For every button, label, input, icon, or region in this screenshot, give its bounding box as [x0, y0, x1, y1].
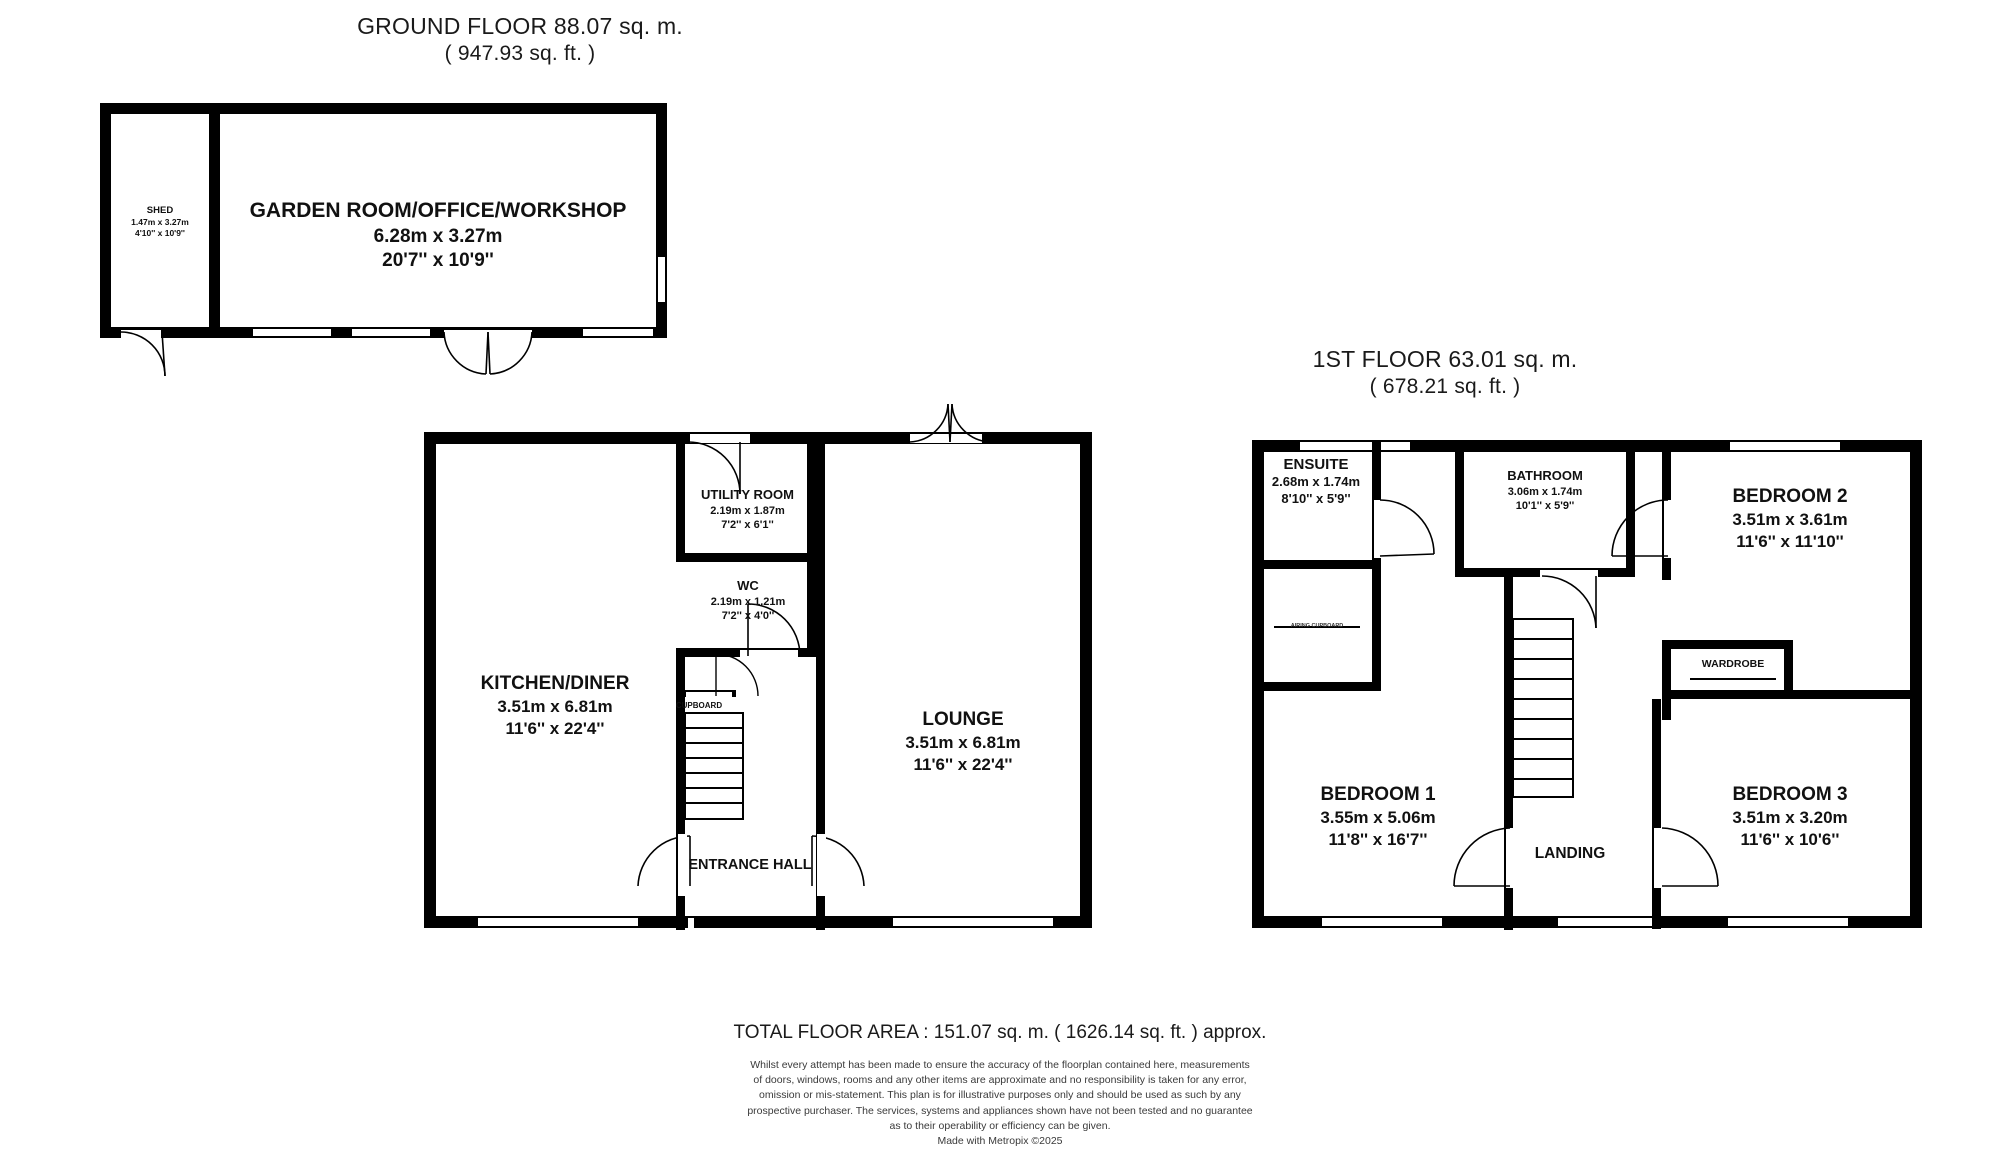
ff-landing-wall-right [1652, 699, 1661, 929]
bedroom2-name: BEDROOM 2 [1732, 486, 1848, 507]
bedroom3-dim-ft: 11'6'' x 10'6'' [1740, 830, 1840, 850]
label-wardrobe: WARDROBE [1701, 658, 1765, 670]
gf-window-lounge [893, 916, 1053, 928]
ground-floor-title-main: GROUND FLOOR 88.07 sq. m. [357, 13, 683, 39]
ff-window-bottom-3 [1728, 916, 1848, 928]
bedroom3-name: BEDROOM 3 [1732, 784, 1848, 805]
ensuite-dim-ft: 8'10'' x 5'9'' [1281, 490, 1351, 506]
utility-dim-ft: 7'2'' x 6'1'' [721, 518, 774, 531]
first-floor-title-main: 1ST FLOOR 63.01 sq. m. [1312, 346, 1578, 372]
room-label-bedroom-2 [1680, 485, 1900, 553]
gf-cupboard-door-arc [712, 650, 764, 698]
shed-door-arc [118, 332, 178, 392]
wc-dim-ft: 7'2'' x 4'0'' [721, 609, 775, 622]
ensuite-dim-m: 2.68m x 1.74m [1271, 474, 1361, 490]
bedroom1-name: BEDROOM 1 [1320, 784, 1436, 805]
garden-room-dim-m: 6.28m x 3.27m [373, 225, 503, 247]
garden-room-window-1 [253, 327, 331, 338]
utility-dim-m: 2.19m x 1.87m [710, 504, 785, 517]
wc-dim-m: 2.19m x 1.21m [710, 595, 786, 608]
ff-window-bottom-2 [1558, 916, 1658, 928]
disclaimer-line-3: omission or mis-statement. This plan is for illustrative purposes only and should be used as such by any [759, 1089, 1241, 1102]
room-label-bathroom [1452, 468, 1638, 513]
disclaimer-line-2: of doors, windows, rooms and any other items are approximate and no responsibility is taken for any error, [753, 1074, 1247, 1087]
disclaimer-line-6: Made with Metropix ©2025 [937, 1135, 1063, 1148]
wc-name: WC [737, 578, 759, 593]
ff-staircase [1512, 618, 1574, 798]
bathroom-dim-m: 3.06m x 1.74m [1507, 485, 1583, 498]
room-label-wc [668, 578, 828, 623]
outbuilding-wall-top [100, 103, 667, 114]
bathroom-name: BATHROOM [1507, 468, 1583, 483]
shed-dim-ft: 4'10'' x 10'9'' [135, 228, 185, 239]
first-floor-title-sub: ( 678.21 sq. ft. ) [1369, 374, 1521, 398]
garden-room-dim-ft: 20'7'' x 10'9'' [382, 250, 494, 272]
ff-wall-right [1910, 440, 1922, 928]
ground-floor-title-sub: ( 947.93 sq. ft. ) [444, 41, 596, 65]
room-label-bedroom-1 [1268, 783, 1488, 851]
room-label-lounge [848, 708, 1078, 776]
room-label-utility [660, 487, 835, 532]
room-label-bedroom-3 [1680, 783, 1900, 851]
total-floor-area: TOTAL FLOOR AREA : 151.07 sq. m. ( 1626.14 sq. ft. ) approx. [733, 1022, 1267, 1043]
disclaimer-line-4: prospective purchaser. The services, systems and appliances shown have not been tested and no guarantee [747, 1104, 1253, 1117]
label-airing-cupboard: AIRING CUPBOARD [1290, 623, 1344, 629]
gf-wall-left [424, 432, 436, 928]
bedroom1-dim-m: 3.55m x 5.06m [1320, 808, 1436, 828]
gf-front-door-arc [906, 400, 998, 444]
ff-wardrobe-wall-top [1662, 640, 1792, 649]
garden-room-window-3 [583, 327, 653, 338]
utility-name: UTILITY ROOM [701, 487, 794, 502]
lounge-dim-m: 3.51m x 6.81m [905, 733, 1021, 753]
bathroom-dim-ft: 10'1'' x 5'9'' [1515, 499, 1575, 512]
ff-bed2-wall-left-bottom [1662, 640, 1671, 720]
ensuite-name: ENSUITE [1283, 456, 1349, 473]
ff-window-top-1 [1300, 440, 1410, 452]
ground-floor-title [280, 12, 760, 67]
label-cupboard: CUPBOARD [675, 701, 723, 710]
ff-airing-cupboard-wall-bottom [1252, 682, 1381, 691]
shed-dim-m: 1.47m x 3.27m [131, 217, 189, 228]
kitchen-diner-dim-ft: 11'6'' x 22'4'' [505, 719, 605, 739]
ff-wardrobe-rail [1690, 678, 1776, 680]
lounge-name: LOUNGE [922, 709, 1004, 730]
ff-bed2-bed3-divider [1662, 690, 1922, 699]
bedroom3-dim-m: 3.51m x 3.20m [1732, 808, 1848, 828]
label-entrance-hall: ENTRANCE HALL [688, 857, 812, 873]
room-label-shed [110, 205, 210, 239]
gf-wall-right [1080, 432, 1092, 928]
shed-name: SHED [146, 205, 174, 216]
ff-ensuite-door-arc [1378, 498, 1440, 562]
disclaimer-line-5: as to their operability or efficiency can be given. [889, 1119, 1111, 1132]
bedroom1-dim-ft: 11'8'' x 16'7'' [1328, 830, 1428, 850]
ff-ensuite-wall-bottom [1252, 560, 1381, 569]
bedroom2-dim-ft: 11'6'' x 11'10'' [1736, 532, 1844, 552]
first-floor-title [1210, 345, 1680, 400]
bedroom2-dim-m: 3.51m x 3.61m [1732, 510, 1848, 530]
gf-staircase [684, 712, 744, 820]
room-label-garden-room [210, 198, 666, 274]
garden-room-name: GARDEN ROOM/OFFICE/WORKSHOP [249, 199, 627, 222]
kitchen-diner-name: KITCHEN/DINER [480, 673, 630, 694]
disclaimer-line-1: Whilst every attempt has been made to ensure the accuracy of the floorplan contained here, measurements [750, 1059, 1250, 1071]
ff-ensuite-cupboard-wall-right [1372, 560, 1381, 688]
room-label-ensuite [1248, 455, 1384, 507]
label-landing: LANDING [1534, 845, 1606, 862]
disclaimer [0, 1058, 2000, 1149]
garden-room-window-2 [352, 327, 430, 338]
ff-window-bottom-1 [1322, 916, 1442, 928]
gf-utility-wall-bottom [676, 553, 816, 562]
ff-window-top-2 [1730, 440, 1840, 452]
kitchen-diner-dim-m: 3.51m x 6.81m [497, 697, 613, 717]
room-label-kitchen-diner [440, 672, 670, 740]
lounge-dim-ft: 11'6'' x 22'4'' [913, 755, 1013, 775]
gf-window-kitchen [478, 916, 638, 928]
gf-hall-bottom-gap [688, 918, 694, 928]
garden-room-french-door-arc [440, 330, 540, 378]
